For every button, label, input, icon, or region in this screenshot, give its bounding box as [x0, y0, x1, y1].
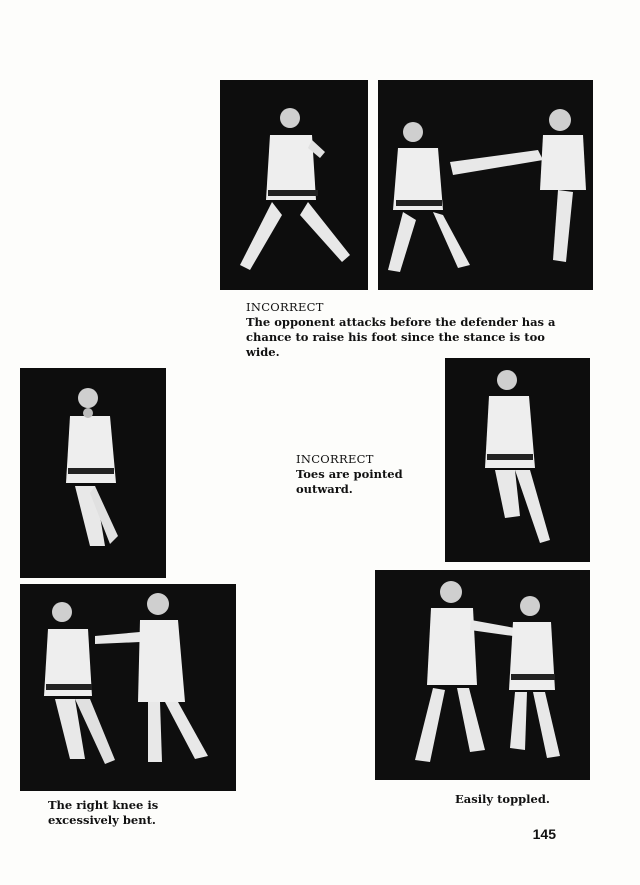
photo-bent-knee [20, 584, 236, 791]
figure-kick-attack [378, 80, 593, 290]
caption-middle-heading: INCORRECT [296, 452, 374, 466]
caption-middle [296, 452, 446, 497]
photo-toes-outward [445, 358, 590, 562]
figure-easily-toppled [375, 570, 590, 780]
caption-middle-text: Toes are pointed outward. [296, 467, 403, 496]
caption-top-text: The opponent attacks before the defender has a chance to raise his foot since the stance is too wide. [246, 315, 556, 359]
photo-left-stance [20, 368, 166, 578]
page-number: 145 [532, 826, 556, 842]
caption-top-heading: INCORRECT [246, 300, 324, 314]
figure-left-stance [20, 368, 166, 578]
photo-kick-attack [378, 80, 593, 290]
photo-wide-stance [220, 80, 368, 290]
caption-bottom-left [48, 798, 218, 828]
caption-bottom-right-text: Easily toppled. [455, 792, 550, 806]
caption-bottom-left-text: The right knee is excessively bent. [48, 798, 159, 827]
caption-bottom-right [455, 792, 565, 807]
photo-easily-toppled [375, 570, 590, 780]
figure-bent-knee [20, 584, 236, 791]
figure-toes-outward [445, 358, 590, 562]
caption-top [246, 300, 576, 360]
figure-wide-stance [220, 80, 368, 290]
